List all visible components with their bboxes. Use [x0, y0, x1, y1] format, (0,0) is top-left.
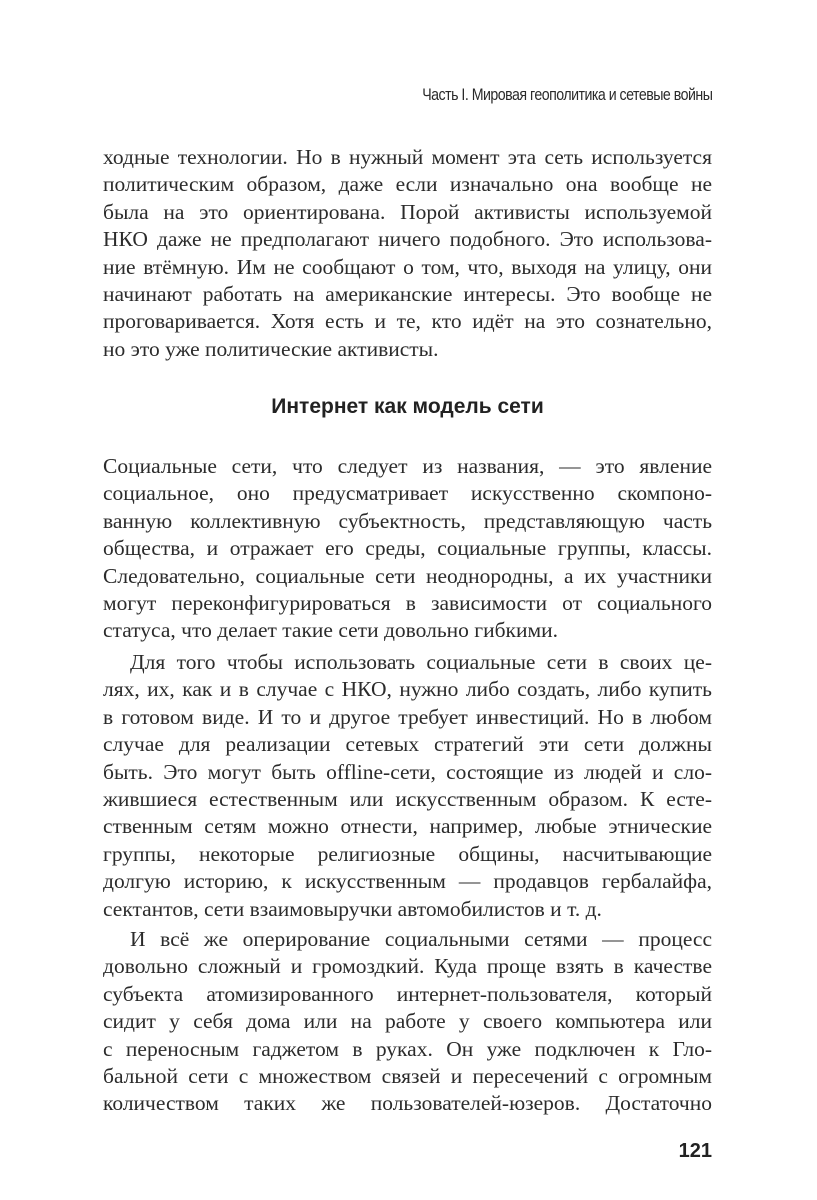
text-line: группы, некоторые религиозные общины, насчитывающие	[103, 841, 712, 866]
text-line: НКО даже не предполагают ничего подобного. Это использова-	[103, 227, 712, 252]
text-line: с переносным гаджетом в руках. Он уже подключен к Гло-	[103, 1036, 712, 1061]
text-line: была на это ориентирована. Порой активисты используемой	[103, 199, 712, 224]
text-line: лях, их, как и в случае с НКО, нужно либо создать, либо купить	[103, 677, 712, 702]
paragraph	[103, 649, 712, 923]
text-line: случае для реализации сетевых стратегий эти сети должны	[103, 732, 712, 757]
text-line: могут переконфигурироваться в зависимости от социального	[103, 590, 712, 615]
text-line: ние втёмную. Им не сообщают о том, что, выходя на улицу, они	[103, 254, 712, 279]
section-heading: Интернет как модель сети	[271, 395, 544, 418]
paragraph-continued	[103, 144, 712, 363]
text-line: ходные технологии. Но в нужный момент эта сеть используется	[103, 145, 712, 169]
text-line: ванную коллективную субъектность, представляющую часть	[103, 508, 712, 533]
text-line: в готовом виде. И то и другое требует инвестиций. Но в любом	[103, 704, 712, 729]
paragraph	[103, 926, 712, 1118]
running-header: Часть I. Мировая геополитика и сетевые войны	[421, 86, 712, 104]
text-line: сидит у себя дома или на работе у своего компьютера или	[103, 1009, 712, 1034]
text-line: начинают работать на американские интересы. Это вообще не	[103, 281, 712, 306]
text-line: бальной сети с множеством связей и пересечений с огромным	[103, 1063, 712, 1088]
text-line: социальное, оно предусматривает искусственно скомпоно-	[103, 481, 712, 506]
paragraph	[103, 453, 712, 645]
text-line: долгую историю, к искусственным — продавцов гербалайфа,	[103, 869, 712, 894]
text-line: общества, и отражает его среды, социальные группы, классы.	[103, 536, 712, 561]
text-line: политическим образом, даже если изначально она вообще не	[103, 172, 712, 197]
text-line: И всё же оперирование социальными сетями — процесс	[130, 927, 712, 951]
text-line: проговаривается. Хотя есть и те, кто идёт на это сознательно,	[103, 309, 712, 334]
text-line: статуса, что делает такие сети довольно гибкими.	[103, 618, 558, 643]
text-line: Социальные сети, что следует из названия, — это явление	[103, 454, 712, 478]
text-line: но это уже политические активисты.	[103, 336, 439, 361]
text-line: субъекта атомизированного интернет-пользователя, который	[103, 981, 712, 1006]
text-line: Следовательно, социальные сети неоднородны, а их участники	[103, 563, 712, 588]
text-line: сектантов, сети взаимовыручки автомобилистов и т. д.	[103, 896, 602, 921]
text-line: жившиеся естественным или искусственным образом. К есте-	[103, 786, 712, 811]
text-line: довольно сложный и громоздкий. Куда проще взять в качестве	[103, 954, 712, 979]
text-line: Для того чтобы использовать социальные сети в своих це-	[130, 650, 712, 674]
text-line: количеством таких же пользователей-юзеров. Достаточно	[103, 1091, 712, 1116]
text-line: быть. Это могут быть offline-сети, состоящие из людей и сло-	[103, 759, 712, 784]
page-number: 121	[678, 1140, 712, 1162]
text-line: ственным сетям можно отнести, например, любые этнические	[103, 814, 712, 839]
